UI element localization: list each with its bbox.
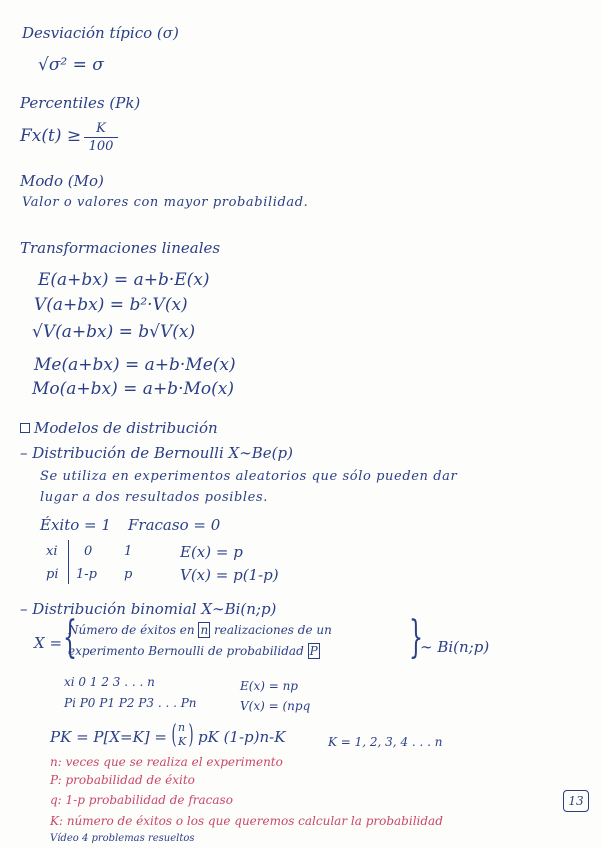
binomial-k-range: K = 1, 2, 3, 4 . . . n <box>328 735 443 749</box>
binomial-open-paren-icon: ( <box>171 720 177 750</box>
linear-line-5: Mo(a+bx) = a+b·Mo(x) <box>32 379 234 399</box>
bernoulli-variance: V(x) = p(1-p) <box>180 566 279 584</box>
bernoulli-desc-2: lugar a dos resultados posibles. <box>40 490 268 505</box>
left-brace-icon: { <box>63 612 77 663</box>
binomial-pk-lhs: PK = P[X=K] = <box>50 728 167 746</box>
bernoulli-xi-label: xi <box>46 544 58 559</box>
binomial-x-eq: X = <box>34 634 63 652</box>
linear-line-1: E(a+bx) = a+b·E(x) <box>38 270 210 290</box>
models-title <box>20 421 218 436</box>
percentiles-formula-lhs: Fx(t) ≥ <box>20 126 82 146</box>
percentiles-numerator: K <box>96 121 106 136</box>
table-divider <box>68 540 69 584</box>
percentiles-denominator: 100 <box>88 139 114 154</box>
note-n: n: veces que se realiza el experimento <box>50 755 283 769</box>
linear-line-2: V(a+bx) = b²·V(x) <box>34 295 188 315</box>
page-number: 13 <box>563 790 589 812</box>
bernoulli-pi-label: pi <box>46 567 59 582</box>
binomial-pk-rhs: pK (1-p)n-K <box>198 728 286 746</box>
mode-title: Modo (Mo) <box>20 172 104 190</box>
binomial-variance: V(x) = (npq <box>240 699 311 713</box>
binomial-close-paren-icon: ) <box>188 720 194 750</box>
percentiles-title: Percentiles (Pk) <box>20 94 141 112</box>
bullet-box-icon <box>20 423 30 433</box>
bernoulli-expectation: E(x) = p <box>180 543 243 561</box>
mode-description: Valor o valores con mayor probabilidad. <box>22 195 309 210</box>
bernoulli-xi-1: 1 <box>124 544 133 559</box>
binomial-coef-top: n <box>178 721 186 734</box>
bernoulli-title: – Distribución de Bernoulli X∼Be(p) <box>20 444 293 462</box>
bernoulli-desc-1: Se utiliza en experimentos aleatorios que sólo pueden dar <box>40 469 458 484</box>
std-dev-title: Desviación típico (σ) <box>22 24 179 42</box>
std-dev-formula: √σ² = σ <box>38 55 104 75</box>
binomial-row-p: Pi P0 P1 P2 P3 . . . Pn <box>64 696 197 710</box>
note-k: K: número de éxitos o los que queremos calcular la probabilidad <box>50 814 443 828</box>
binomial-def-2-pre: experimento Bernoulli de probabilidad <box>68 644 304 658</box>
binomial-def-2 <box>68 645 320 657</box>
linear-title: Transformaciones lineales <box>20 239 221 257</box>
fraction-bar <box>84 137 118 138</box>
binomial-def-1-post: realizaciones de un <box>214 623 332 637</box>
binomial-def-1 <box>68 624 332 636</box>
bernoulli-pi-1: p <box>124 567 133 582</box>
binomial-def-2-box: P <box>309 644 318 658</box>
binomial-def-1-pre: Número de éxitos en <box>68 623 195 637</box>
binomial-expectation: E(x) = np <box>240 679 298 693</box>
linear-line-4: Me(a+bx) = a+b·Me(x) <box>34 355 236 375</box>
bernoulli-fracaso: Fracaso = 0 <box>128 516 221 534</box>
binomial-rhs: ∼ Bi(n;p) <box>420 638 490 656</box>
percentiles-fraction <box>84 122 118 153</box>
bernoulli-exito: Éxito = 1 <box>40 516 111 534</box>
binomial-title: – Distribución binomial X∼Bi(n;p) <box>20 600 277 618</box>
models-title-text: Modelos de distribución <box>34 419 218 437</box>
footer-note: Vídeo 4 problemas resueltos <box>50 833 195 844</box>
note-p: P: probabilidad de éxito <box>50 773 195 787</box>
binomial-row-x: xi 0 1 2 3 . . . n <box>64 675 155 689</box>
note-q: q: 1-p probabilidad de fracaso <box>50 793 233 807</box>
binomial-def-1-box: n <box>200 623 209 637</box>
linear-line-3: √V(a+bx) = b√V(x) <box>32 322 196 342</box>
bernoulli-pi-0: 1-p <box>76 567 97 582</box>
right-brace-icon: } <box>409 612 423 663</box>
binomial-coef-bottom: K <box>178 735 187 748</box>
bernoulli-xi-0: 0 <box>84 544 93 559</box>
